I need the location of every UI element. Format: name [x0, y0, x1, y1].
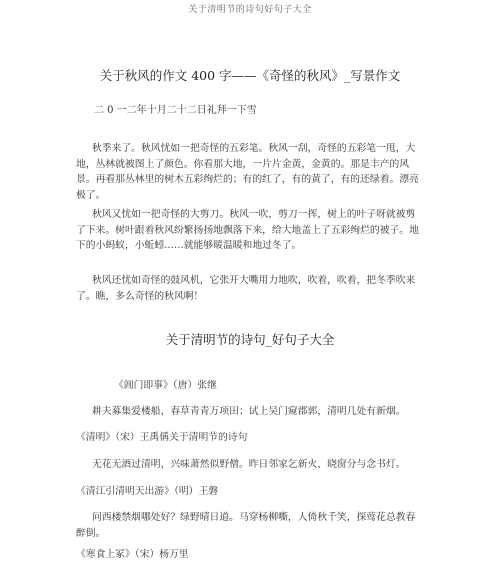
poem-heading-3: 《清江引清明天出游》（明）王磐 — [76, 486, 219, 497]
paragraph-1: 秋季来了。秋风忧如一把奇怪的五彩笔。秋风一刮，奇怪的五彩笔一甩，大地，丛林就被图上了颜色。你看那大地，一片片金黄，金黄的。那是丰产的风景。再看那丛林里的树木五彩绚烂的；有的红了，有的黄了，有的还绿着。漂亮极了。 — [76, 143, 419, 201]
poem-heading-4: 《寒食上冢》（宋）杨万里 — [76, 549, 189, 560]
article-title-autumn-wind: 关于秋风的作文 400 字——《奇怪的秋风》_写景作文 — [99, 68, 401, 83]
paragraph-2: 秋风又忧如一把奇怪的大剪刀。秋风一吹，剪刀一挥，树上的叶子呀就被剪了下来。树叶跟着秋风纷繁扬扬地飘落下来，给大地盖上了五彩绚烂的被子。地下的小蚂蚁，小蚯蚓……就能够暖温暖和地过冬了。 — [76, 209, 419, 251]
poem-heading-2: 《清明》（宋）王禹偁关于清明节的诗句 — [76, 432, 248, 443]
poem-heading-1: 《阊门即事》（唐）张继 — [114, 380, 217, 391]
paragraph-3: 秋风还忧如奇怪的鼓风机，它张开大嘴用力地吹，吹着，吹着，把冬季吹来了。瞧，多么奇怪的秋风啊！ — [76, 275, 416, 302]
poem-body-2: 无花无酒过清明，兴味萧然似野僧。昨日邻家乞新火，晓窗分与念书灯。 — [92, 459, 406, 470]
poem-body-3: 问西楼禁烟哪处好？绿野晴日道。马穿杨柳嘶，人倚秋千笑，探莺花总教春醉倒。 — [76, 512, 416, 539]
running-header: 关于清明节的诗句好句子大全 — [188, 5, 312, 15]
article-title-qingming: 关于清明节的诗句_好句子大全 — [165, 332, 335, 347]
poem-body-1: 耕夫募集爱楼船，春草青青万项田；试上吴门窥郡郭，清明几处有新烟。 — [92, 406, 406, 417]
article-date: 二 0 一二年十月二十二日礼拜一下雪 — [94, 105, 257, 116]
